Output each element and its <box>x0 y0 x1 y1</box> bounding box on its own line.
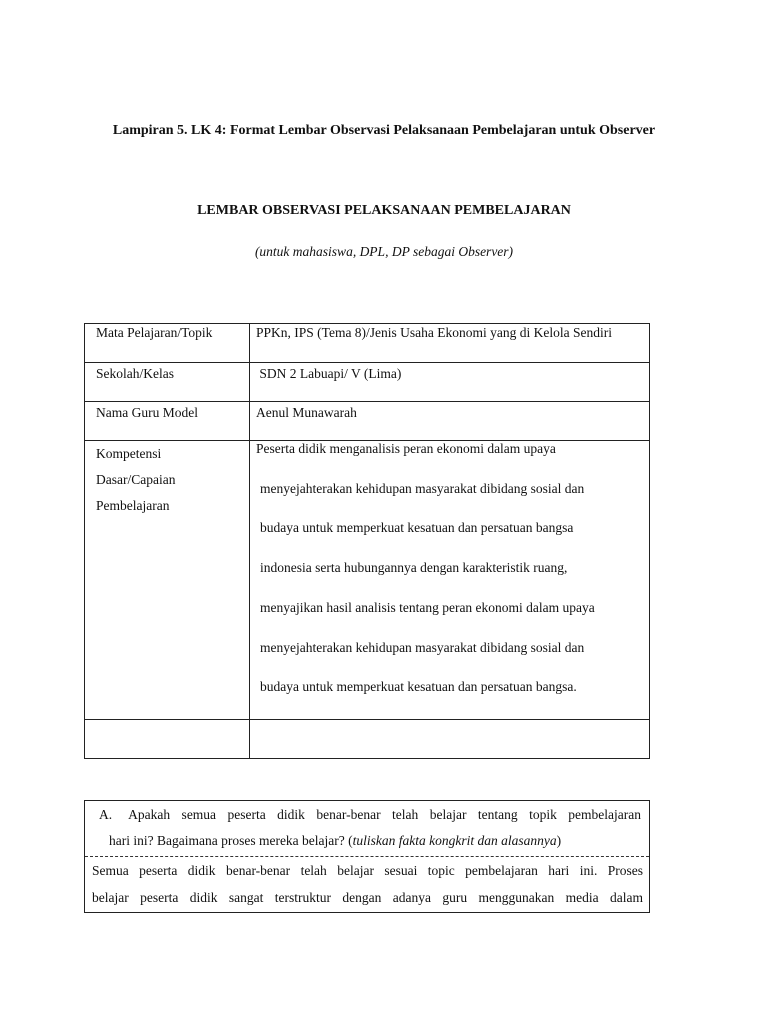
table-row <box>85 324 650 363</box>
empty-cell <box>85 720 250 759</box>
question-a <box>85 801 649 854</box>
appendix-title: Lampiran 5. LK 4: Format Lembar Observasi Pelaksanaan Pembelajaran untuk Observer <box>112 123 656 138</box>
subject-value: PPKn, IPS (Tema 8)/Jenis Usaha Ekonomi yang di Kelola Sendiri <box>250 324 650 363</box>
table-row <box>85 441 650 720</box>
competency-value: Peserta didik menganalisis peran ekonomi dalam upaya menyejahterakan kehidupan masyarakat dibidang sosial dan budaya untuk memperkuat kesatuan dan persatuan bangsa indonesia serta hubungannya dengan karakteristik ruang, menyajikan hasil analisis tentang peran ekonomi dalam upaya menyejahterakan kehidupan masyarakat dibidang sosial dan budaya untuk memperkuat kesatuan dan persatuan bangsa. <box>250 441 650 720</box>
question-hint: tuliskan fakta kongkrit dan alasannya <box>352 833 557 848</box>
question-text-cont: hari ini? Bagaimana proses mereka belajar? ( <box>109 833 353 848</box>
question-marker: A. <box>99 807 113 822</box>
table-row <box>85 720 650 759</box>
document-subtitle: (untuk mahasiswa, DPL, DP sebagai Observer) <box>254 244 514 259</box>
competency-label: Kompetensi Dasar/Capaian Pembelajaran <box>85 441 250 720</box>
question-text: Apakah semua peserta didik benar-benar telah belajar tentang topik pembelajaran <box>128 807 641 822</box>
school-class-value: SDN 2 Labuapi/ V (Lima) <box>250 363 650 402</box>
school-class-label: Sekolah/Kelas <box>85 363 250 402</box>
question-box <box>84 800 650 913</box>
answer-text: Semua peserta didik benar-benar telah belajar sesuai topic pembelajaran hari ini. Proses belajar peserta didik sangat terstruktur dengan adanya guru menggunakan media dalam <box>92 863 643 905</box>
table-row <box>85 363 650 402</box>
document-title: LEMBAR OBSERVASI PELAKSANAAN PEMBELAJARAN <box>197 203 571 218</box>
question-close-paren: ) <box>556 833 562 848</box>
teacher-name-value: Aenul Munawarah <box>250 402 650 441</box>
teacher-name-label: Nama Guru Model <box>85 402 250 441</box>
observation-info-table <box>84 323 650 759</box>
subject-label: Mata Pelajaran/Topik <box>85 324 250 363</box>
empty-cell <box>250 720 650 759</box>
